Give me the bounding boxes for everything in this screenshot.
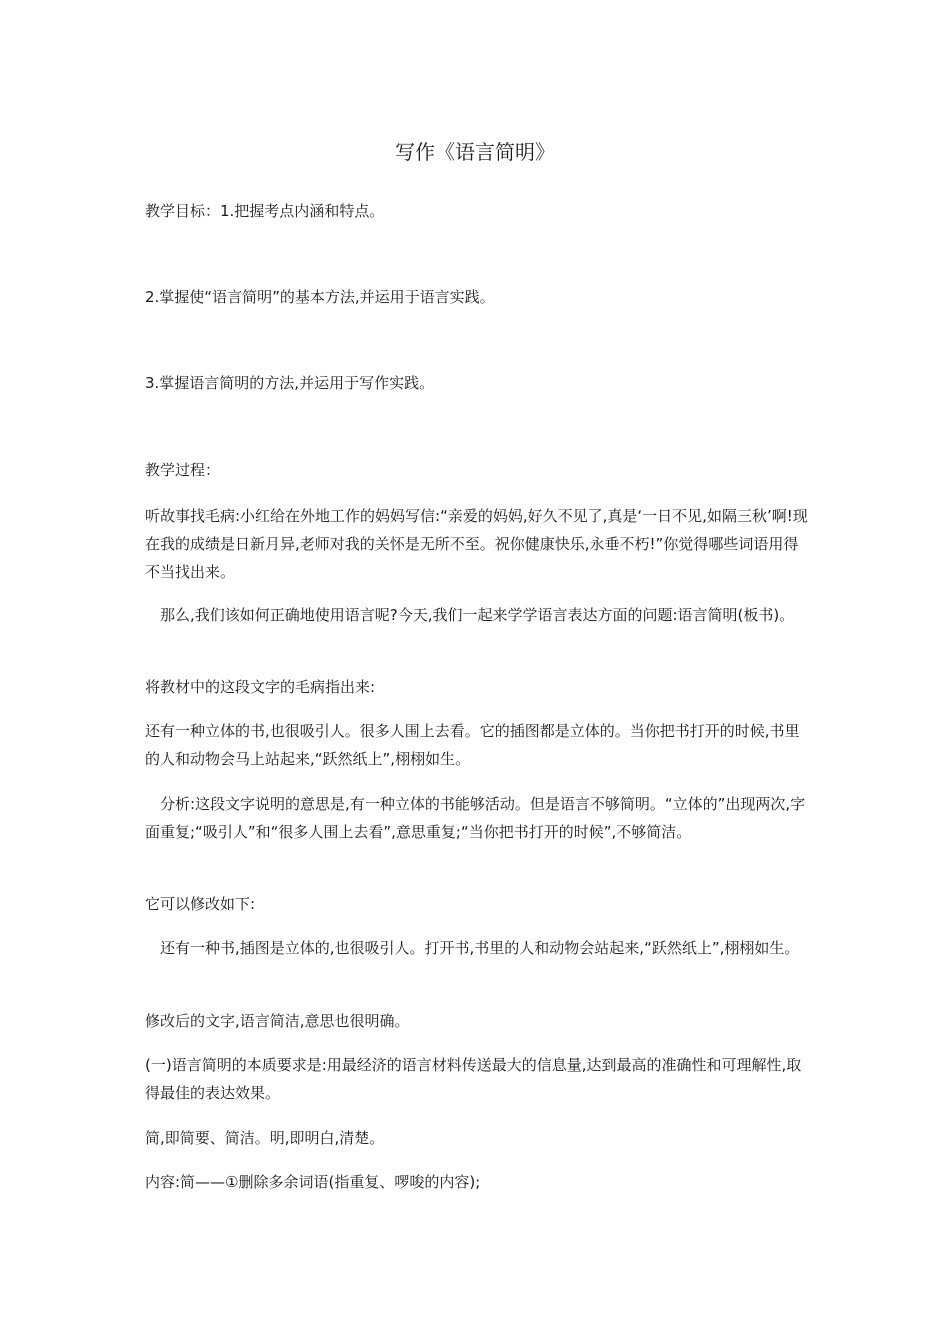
paragraph-process-heading: 教学过程： — [145, 461, 221, 479]
paragraph-content: 内容:简——①删除多余词语(指重复、啰唆的内容); — [145, 1173, 481, 1191]
paragraph-requirement: (一)语言简明的本质要求是:用最经济的语言材料传送最大的信息量,达到最高的准确性和可理解性,取得最佳的表达效果。 — [145, 1056, 802, 1102]
paragraph-definition: 简,即简要、简洁。明,即明白,清楚。 — [145, 1129, 385, 1147]
paragraph-objective-2: 2.掌握使“语言简明”的基本方法,并运用于语言实践。 — [145, 288, 495, 306]
paragraph-revised: 还有一种书,插图是立体的,也很吸引人。打开书,书里的人和动物会站起来,“跃然纸上”,栩栩如生。 — [145, 939, 800, 957]
paragraph-story: 听故事找毛病:小红给在外地工作的妈妈写信:“亲爱的妈妈,好久不见了,真是‘一日不见,如隔三秋’啊!现在我的成绩是日新月异,老师对我的关怀是无所不至。祝你健康快乐,永垂不朽!”你觉得哪些词语用得不当找出来。 — [145, 507, 808, 581]
document-title: 写作《语言简明》 — [395, 140, 555, 164]
paragraph-objective-3: 3.掌握语言简明的方法,并运用于写作实践。 — [145, 374, 435, 392]
paragraph-intro: 那么,我们该如何正确地使用语言呢?今天,我们一起来学学语言表达方面的问题:语言简明(板书)。 — [145, 606, 795, 624]
paragraph-revision-lead: 它可以修改如下: — [145, 895, 256, 913]
paragraph-example: 还有一种立体的书,也很吸引人。很多人围上去看。它的插图都是立体的。当你把书打开的时候,书里的人和动物会马上站起来,“跃然纸上”,栩栩如生。 — [145, 722, 800, 768]
paragraph-analysis: 分析:这段文字说明的意思是,有一种立体的书能够活动。但是语言不够简明。“立体的”出现两次,字面重复;“吸引人”和“很多人围上去看”,意思重复;“当你把书打开的时候”,不够简洁。 — [145, 795, 806, 841]
paragraph-revision-result: 修改后的文字,语言简洁,意思也很明确。 — [145, 1012, 410, 1030]
paragraph-objective-1: 教学目标：1.把握考点内涵和特点。 — [145, 202, 385, 220]
paragraph-task: 将教材中的这段文字的毛病指出来: — [145, 678, 376, 696]
